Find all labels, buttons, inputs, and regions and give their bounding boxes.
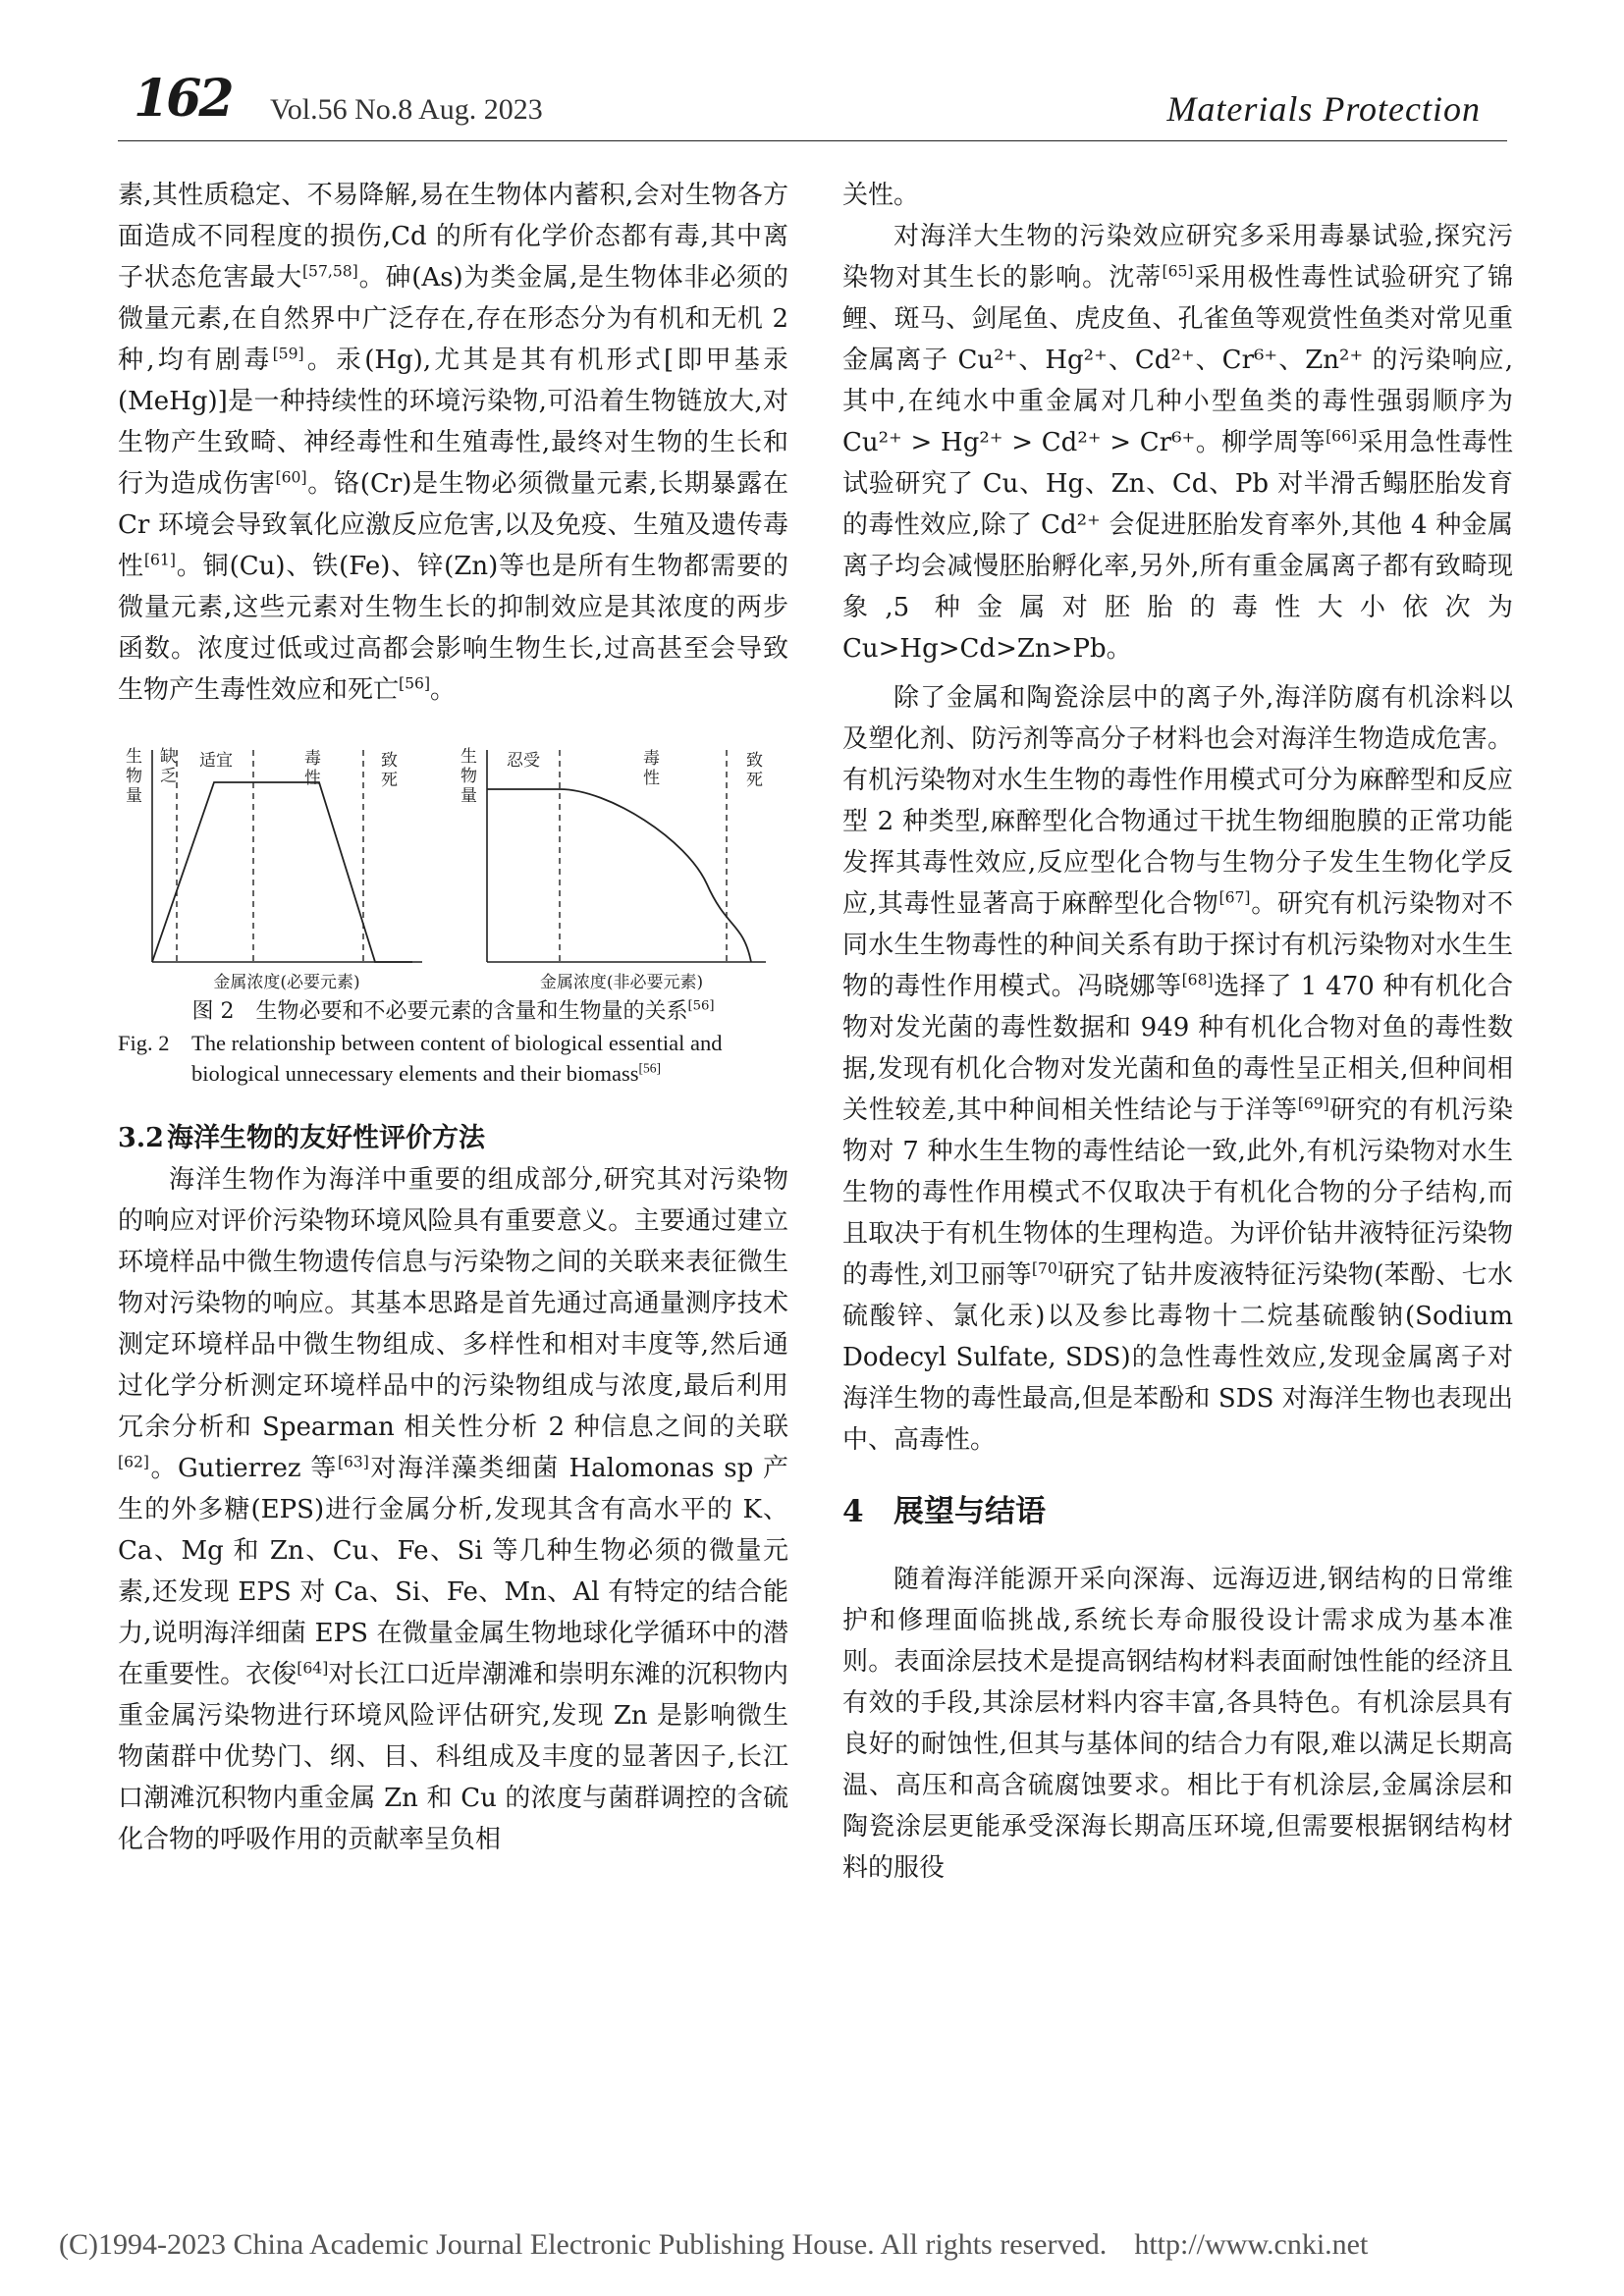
- chart1-region-label: 毒性: [304, 749, 321, 788]
- citation[interactable]: [56]: [687, 998, 715, 1014]
- citation[interactable]: [61]: [143, 551, 176, 569]
- paragraph-toxicity-tests: 对海洋大生物的污染效应研究多采用毒暴试验,探究污染物对其生长的影响。沈蒂[65]采用极性毒性试验研究了锦鲤、斑马、剑尾鱼、虎皮鱼、孔雀鱼等观赏性鱼类对常见重金属离子 Cu²⁺、Hg²⁺、Cd²⁺、Cr⁶⁺、Zn²⁺ 的污染响应,其中,在纯水中重金属对几种小型鱼类的毒性强弱顺序为 Cu²⁺ > Hg²⁺ > Cd²⁺ > Cr⁶⁺。柳学周等[66]采用急性毒性试验研究了 Cu、Hg、Zn、Cd、Pb 对半滑舌鳎胚胎发育的毒性效应,除了 Cd²⁺ 会促进胚胎发育率外,其他 4 种金属离子均会减慢胚胎孵化率,另外,所有重金属离子都有致畸现象,5 种金属对胚胎的毒性大小依次为 Cu>Hg>Cd>Zn>Pb。: [842, 222, 1513, 664]
- citation[interactable]: [64]: [297, 1659, 329, 1678]
- section-heading-3-2: 3.2 海洋生物的友好性评价方法: [118, 1123, 485, 1153]
- paragraph-metals: 素,其性质稳定、不易降解,易在生物体内蓄积,会对生物各方面造成不同程度的损伤,Cd 的所有化学价态都有毒,其中离子状态危害最大[57,58]。砷(As)为类金属,是生物体非必须的微量元素,在自然界中广泛存在,存在形态分为有机和无机 2 种,均有剧毒[59]。汞(Hg),尤其是其有机形式[即甲基汞(MeHg)]是一种持续性的环境污染物,可沿着生物链放大,对生物产生致畸、神经毒性和生殖毒性,最终对生物的生长和行为造成伤害[60]。铬(Cr)是生物必须微量元素,长期暴露在 Cr 环境会导致氧化应激反应危害,以及免疫、生殖及遗传毒性[61]。铜(Cu)、铁(Fe)、锌(Zn)等也是所有生物都需要的微量元素,这些元素对生物生长的抑制效应是其浓度的两步函数。浓度过低或过高都会影响生物生长,过高甚至会导致生物产生毒性效应和死亡[56]。: [118, 181, 789, 705]
- paragraph-marine-evaluation: 海洋生物作为海洋中重要的组成部分,研究其对污染物的响应对评价污染物环境风险具有重要意义。主要通过建立环境样品中微生物遗传信息与污染物之间的关联来表征微生物对污染物的响应。其基本思路是首先通过高通量测序技术测定环境样品中微生物组成、多样性和相对丰度等,然后通过化学分析测定环境样品中的污染物组成与浓度,最后利用冗余分析和 Spearman 相关性分析 2 种信息之间的关联[62]。Gutierrez 等[63]对海洋藻类细菌 Halomonas sp 产生的外多糖(EPS)进行金属分析,发现其含有高水平的 K、Ca、Mg 和 Zn、Cu、Fe、Si 等几种生物必须的微量元素,还发现 EPS 对 Ca、Si、Fe、Mn、Al 有特定的结合能力,说明海洋细菌 EPS 在微量金属生物地球化学循环中的潜在重要性。衣俊[64]对长江口近岸潮滩和崇明东滩的沉积物内重金属污染物进行环境风险评估研究,发现 Zn 是影响微生物菌群中优势门、纲、目、科组成及丰度的显著因子,长江口潮滩沉积物内重金属 Zn 和 Cu 的浓度与菌群调控的含硫化合物的呼吸作用的贡献率呈负相: [118, 1165, 788, 1854]
- chart1-x-label: 金属浓度(必要元素): [213, 973, 360, 990]
- paragraph-continuation: 关性。: [842, 181, 920, 210]
- citation[interactable]: [62]: [118, 1453, 150, 1471]
- section-heading-4: 4 展望与结语: [842, 1494, 1046, 1529]
- chart2-region-label: 忍受: [507, 751, 540, 771]
- citation[interactable]: [70]: [1031, 1259, 1063, 1278]
- paragraph-organic-pollutants: 除了金属和陶瓷涂层中的离子外,海洋防腐有机涂料以及塑化剂、防污剂等高分子材料也会对海洋生物造成危害。有机污染物对水生生物的毒性作用模式可分为麻醉型和反应型 2 种类型,麻醉型化合物通过干扰生物细胞膜的正常功能发挥其毒性效应,反应型化合物与生物分子发生生物化学反应,其毒性显著高于麻醉型化合物[67]。研究有机污染物对不同水生生物毒性的种间关系有助于探讨有机污染物对水生生物的毒性作用模式。冯晓娜等[68]选择了 1 470 种有机化合物对发光菌的毒性数据和 949 种有机化合物对鱼的毒性数据,发现有机化合物对发光菌和鱼的毒性呈正相关,但种间相关性较差,其中种间相关性结论与于洋等[69]研究的有机污染物对 7 种水生生物的毒性结论一致,此外,有机污染物对水生生物的毒性作用模式不仅取决于有机化合物的分子结构,而且取决于有机生物体的生理构造。为评价钻井液特征污染物的毒性,刘卫丽等[70]研究了钻井废液特征污染物(苯酚、七水硫酸锌、氯化汞)以及参比毒物十二烷基硫酸钠(Sodium Dodecyl Sulfate, SDS)的急性毒性效应,发现金属离子对海洋生物的毒性最高,但是苯酚和 SDS 对海洋生物也表现出中、高毒性。: [842, 683, 1513, 1455]
- volume-info: Vol.56 No.8 Aug. 2023: [270, 93, 543, 126]
- figure-2-chart: [118, 738, 788, 990]
- footer-url[interactable]: http://www.cnki.net: [1134, 2228, 1369, 2261]
- chart2-x-label: 金属浓度(非必要元素): [539, 973, 704, 990]
- page-header: [0, 0, 1624, 147]
- copyright-notice: (C)1994-2023 China Academic Journal Electronic Publishing House. All rights reserved.: [59, 2228, 1108, 2261]
- chart2-series-line: [487, 789, 751, 962]
- chart1-series-line: [152, 782, 412, 962]
- chart2-region-label: 致死: [746, 751, 763, 790]
- citation[interactable]: [69]: [1297, 1095, 1329, 1113]
- figure-caption-en: Fig. 2 The relationship between content of biological essential and biological unnecessary elements and their biomass[56]: [118, 1031, 723, 1086]
- citation[interactable]: [56]: [399, 674, 431, 693]
- figure-caption-cn: 图 2 生物必要和不必要元素的含量和生物量的关系[56]: [191, 998, 715, 1024]
- citation[interactable]: [60]: [275, 468, 307, 487]
- left-column: [118, 175, 788, 1860]
- citation[interactable]: [57,58]: [301, 262, 358, 281]
- paragraph-outlook: 随着海洋能源开采向深海、远海迈进,钢结构的日常维护和修理面临挑战,系统长寿命服役设计需求成为基本准则。表面涂层技术是提高钢结构材料表面耐蚀性能的经济且有效的手段,其涂层材料内容丰富,各具特色。有机涂层具有良好的耐蚀性,但其与基体间的结合力有限,难以满足长期高温、高压和高含硫腐蚀要求。相比于有机涂层,金属涂层和陶瓷涂层更能承受深海长期高压环境,但需要根据钢结构材料的服役: [842, 1565, 1513, 1883]
- page-number: 162: [134, 69, 232, 129]
- citation[interactable]: [63]: [337, 1453, 369, 1471]
- chart2-region-label: 毒性: [643, 749, 660, 788]
- citation[interactable]: [66]: [1326, 427, 1358, 446]
- journal-name: Materials Protection: [1166, 89, 1481, 129]
- chart1-region-label: 适宜: [199, 751, 233, 771]
- citation[interactable]: [56]: [638, 1060, 661, 1076]
- header-rule: [118, 140, 1507, 141]
- chart1-region-label: 致死: [381, 751, 398, 790]
- figure-2: [118, 738, 788, 990]
- citation[interactable]: [59]: [272, 345, 304, 363]
- citation[interactable]: [65]: [1162, 262, 1194, 281]
- right-column: [842, 175, 1513, 1889]
- chart2-y-label-text: 生物量: [460, 747, 477, 806]
- page-footer: [59, 2228, 1368, 2262]
- chart1-y-label-text: 生物量: [126, 747, 142, 806]
- citation[interactable]: [67]: [1218, 888, 1251, 907]
- chart1-region-label: 缺乏: [160, 747, 177, 786]
- citation[interactable]: [68]: [1181, 971, 1214, 989]
